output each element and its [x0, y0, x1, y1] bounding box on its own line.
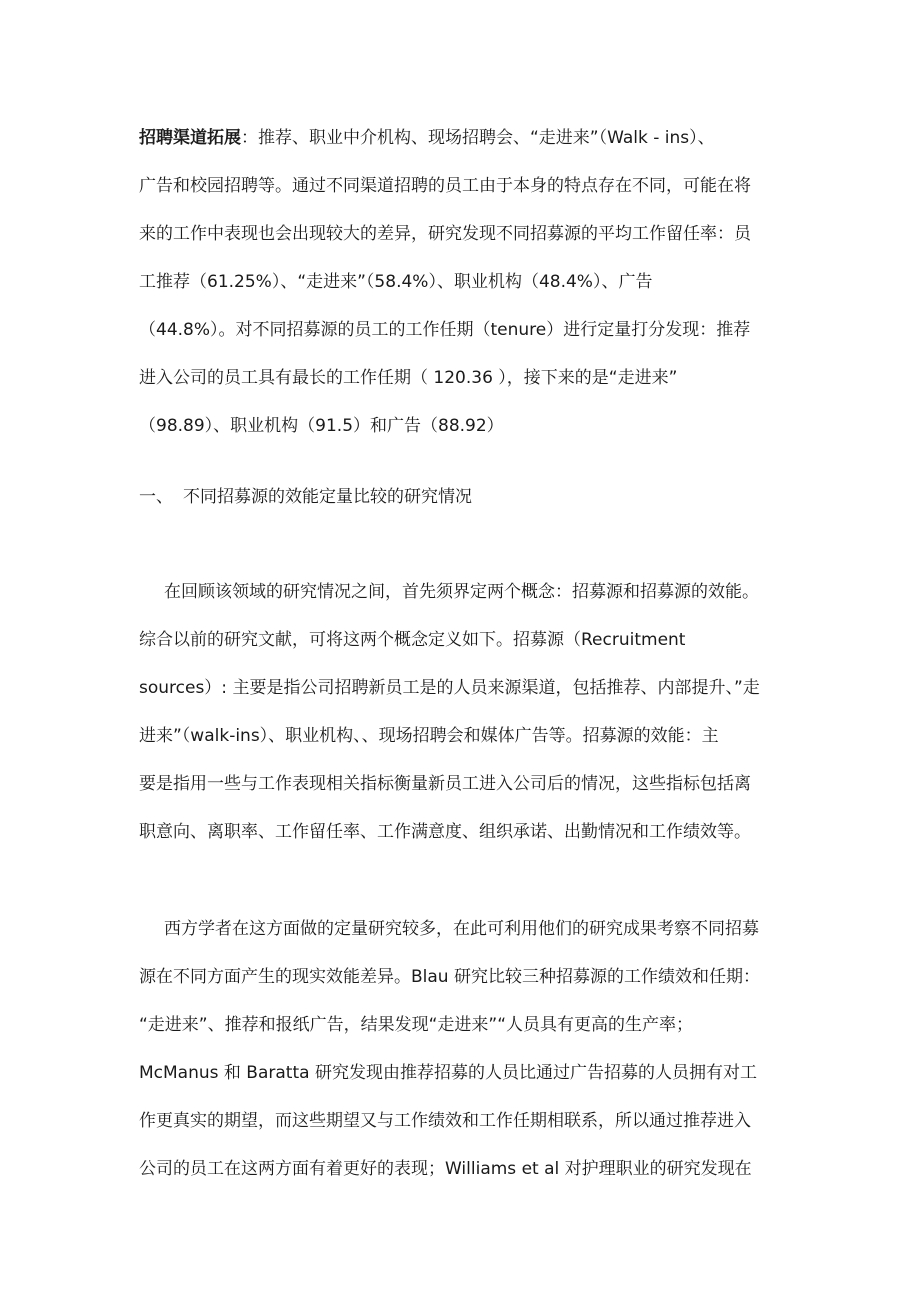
paragraph1-line2: 广告和校园招聘等。通过不同渠道招聘的员工由于本身的特点存在不同，可能在将: [139, 176, 751, 196]
paragraph3-line5: 作更真实的期望，而这些期望又与工作绩效和工作任期相联系，所以通过推荐进入: [139, 1111, 751, 1131]
section-heading-number: 一、: [139, 487, 173, 507]
paragraph3-line3: “走进来”、推荐和报纸广告，结果发现“走进来”“人员具有更高的生产率；: [139, 1015, 694, 1035]
paragraph1-line3: 来的工作中表现也会出现较大的差异，研究发现不同招募源的平均工作留任率：员: [139, 224, 751, 244]
paragraph2-line5: 要是指用一些与工作表现相关指标衡量新员工进入公司后的情况，这些指标包括离: [139, 774, 751, 794]
paragraph3-line1: 西方学者在这方面做的定量研究较多，在此可利用他们的研究成果考察不同招募: [164, 919, 759, 939]
paragraph2-line4: 进来”（walk-ins）、职业机构、、现场招聘会和媒体广告等。招募源的效能：主: [139, 726, 719, 746]
paragraph3-line4: McManus 和 Baratta 研究发现由推荐招募的人员比通过广告招募的人员拥有对工: [139, 1063, 757, 1083]
paragraph3-line2: 源在不同方面产生的现实效能差异。Blau 研究比较三种招募源的工作绩效和任期：: [139, 967, 760, 987]
paragraph2-line3: sources）: 主要是指公司招聘新员工是的人员来源渠道，包括推荐、内部提升、”走: [139, 678, 760, 698]
paragraph1-line1-text: ：推荐、职业中介机构、现场招聘会、“走进来”（Walk - ins）、: [241, 128, 715, 148]
paragraph1-line5: （44.8%）。对不同招募源的员工的工作任期（tenure）进行定量打分发现：推荐: [139, 320, 751, 340]
paragraph1-line6: 进入公司的员工具有最长的工作任期（ 120.36 ），接下来的是“走进来”: [139, 368, 678, 388]
section-heading: [139, 485, 472, 509]
paragraph2-line2: 综合以前的研究文献，可将这两个概念定义如下。招募源（Recruitment: [139, 630, 686, 650]
paragraph1-line7: （98.89）、职业机构（91.5）和广告（88.92）: [139, 416, 504, 436]
paragraph1-bold-lead: 招聘渠道拓展: [139, 128, 241, 148]
paragraph1-line1: [139, 126, 799, 150]
paragraph2-line1: 在回顾该领域的研究情况之间，首先须界定两个概念：招募源和招募源的效能。: [164, 582, 759, 602]
paragraph2-line6: 职意向、离职率、工作留任率、工作满意度、组织承诺、出勤情况和工作绩效等。: [139, 822, 751, 842]
paragraph1-line4: 工推荐（61.25%）、“走进来”（58.4%）、职业机构（48.4%）、广告: [139, 272, 653, 292]
section-heading-title: 不同招募源的效能定量比较的研究情况: [183, 487, 472, 507]
paragraph3-line6: 公司的员工在这两方面有着更好的表现；Williams et al 对护理职业的研究发现在: [139, 1159, 752, 1179]
